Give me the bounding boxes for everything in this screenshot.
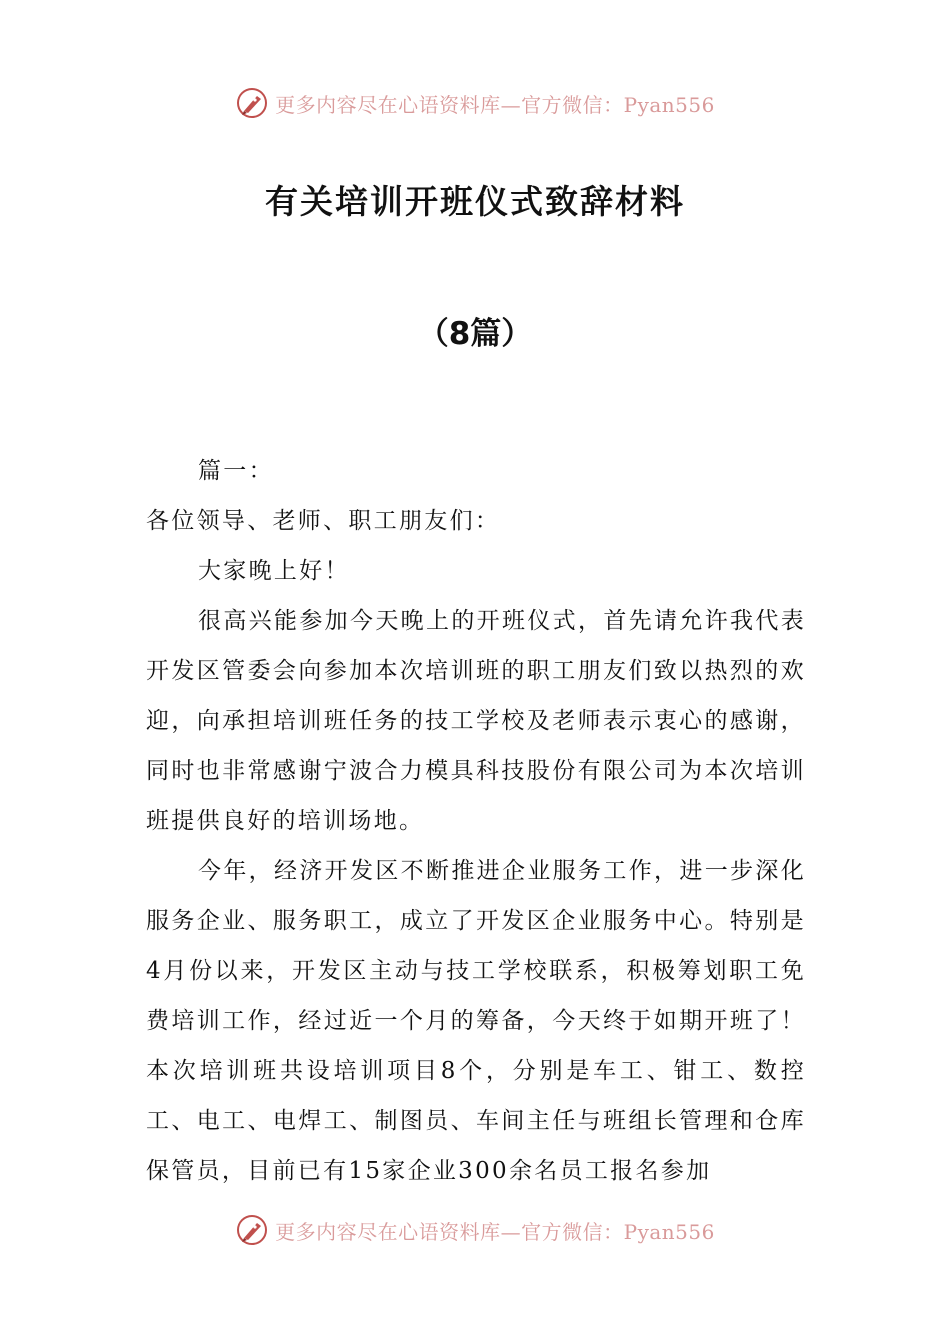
- body-paragraph: 很高兴能参加今天晚上的开班仪式，首先请允许我代表开发区管委会向参加本次培训班的职工朋友们致以热烈的欢迎，向承担培训班任务的技工学校及老师表示衷心的感谢，同时也非常感谢宁波合力模具科技股份有限公司为本次培训班提供良好的培训场地。: [146, 608, 806, 834]
- footer-banner: [0, 1210, 950, 1250]
- section-heading: 篇一：: [198, 458, 274, 484]
- header-banner: [0, 83, 950, 123]
- body-paragraph: 今年，经济开发区不断推进企业服务工作，进一步深化服务企业、服务职工，成立了开发区企业服务中心。特别是4月份以来，开发区主动与技工学校联系，积极筹划职工免费培训工作，经过近一个月的筹备，今天终于如期开班了！本次培训班共设培训项目8个，分别是车工、钳工、数控工、电工、电焊工、制图员、车间主任与班组长管理和仓库保管员，目前已有15家企业300余名员工报名参加: [146, 858, 806, 1184]
- banner-text: 更多内容尽在心语资料库—官方微信：Pyan556: [275, 1219, 715, 1244]
- salutation: 各位领导、老师、职工朋友们：: [146, 508, 501, 534]
- greeting: 大家晚上好！: [198, 558, 350, 584]
- document-subtitle: （8篇）: [417, 316, 533, 352]
- document-body: [146, 446, 806, 1196]
- pen-nib-icon: [235, 1213, 269, 1247]
- pen-nib-icon: [235, 86, 269, 120]
- banner-text: 更多内容尽在心语资料库—官方微信：Pyan556: [275, 92, 715, 117]
- document-title: 有关培训开班仪式致辞材料: [265, 182, 685, 221]
